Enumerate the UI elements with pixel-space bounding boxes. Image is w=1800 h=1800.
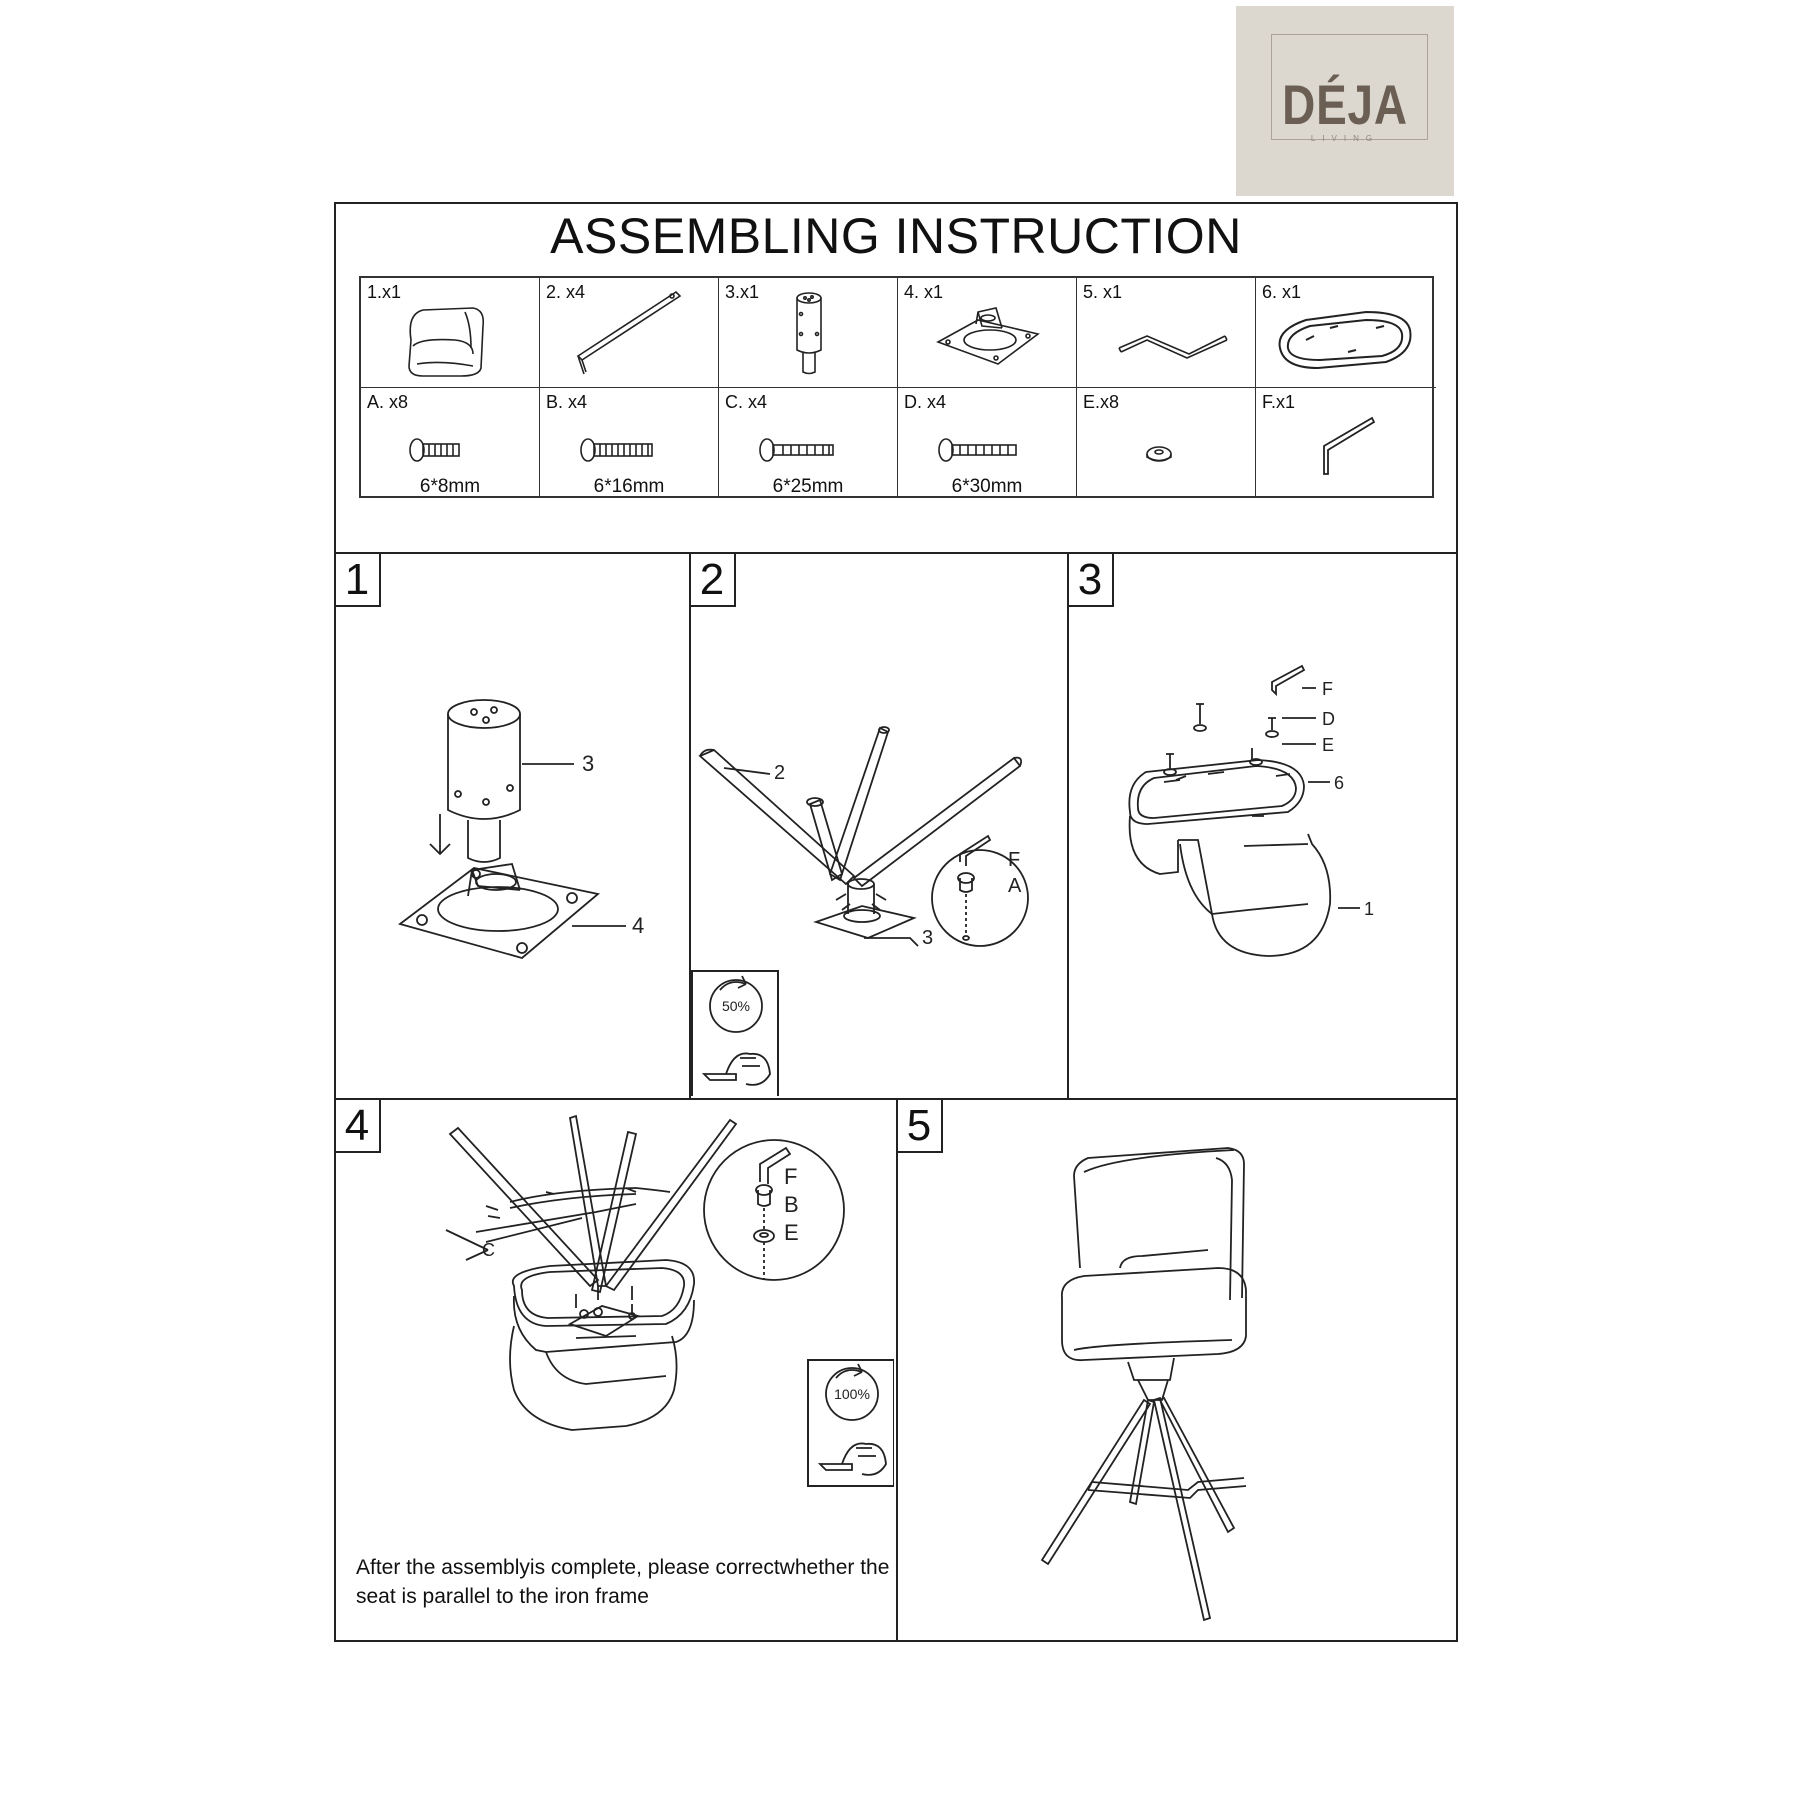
logo-subtitle: LIVING [1310,134,1380,143]
step-4-callout-f: F [784,1164,798,1189]
chair-seat-icon [361,278,540,388]
step-1-illustration [336,554,688,1096]
step-4-callout-c: C [482,1240,495,1260]
mounting-plate-icon [898,278,1077,388]
footrest-bar-icon [1077,278,1256,388]
hardware-label: E.x8 [1083,392,1120,412]
hardware-cell-d [898,388,1077,498]
step-number-1: 1 [335,553,381,607]
step-2-callout-a: A [1008,875,1022,897]
part-cell-4 [898,278,1077,388]
hardware-label: F.x1 [1262,392,1296,412]
part-cell-5 [1077,278,1256,388]
part-cell-3 [719,278,898,388]
step-number-2: 2 [690,553,736,607]
logo-brand-text: DÉJA [1282,73,1408,136]
hardware-cell-a [361,388,540,498]
hardware-size: 6*8mm [419,476,481,497]
step-5-illustration [898,1100,1456,1640]
hardware-size: 6*30mm [951,476,1023,497]
hardware-size: 6*16mm [593,476,665,497]
part-label: 6. x1 [1262,282,1302,302]
step-3-callout-6: 6 [1334,773,1345,793]
page-title: ASSEMBLING INSTRUCTION [550,208,1242,264]
part-cell-2 [540,278,719,388]
step-2-tighten-label: 50% [721,998,751,1014]
step-4-tighten-label: 100% [834,1386,870,1402]
hardware-label: A. x8 [367,392,409,412]
step-1-callout-4: 4 [632,913,645,938]
part-label: 5. x1 [1083,282,1123,302]
hardware-cell-b [540,388,719,498]
part-label: 3.x1 [725,282,760,302]
washer-icon [1077,388,1256,498]
swivel-cylinder-icon [719,278,898,388]
step-number-3: 3 [1068,553,1114,607]
step-3-callout-d: D [1322,709,1335,729]
step-3-callout-e: E [1322,735,1335,755]
step-3-callout-f: F [1322,679,1333,699]
seat-ring-frame-icon [1256,278,1436,388]
part-label: 2. x4 [546,282,586,302]
hardware-cell-e [1077,388,1256,498]
part-cell-6 [1256,278,1436,388]
step-3-illustration [1068,554,1456,1096]
hardware-size: 6*25mm [772,476,844,497]
part-cell-1 [361,278,540,388]
step-1-callout-3: 3 [582,751,595,776]
parts-table [359,276,1434,498]
step-number-5: 5 [897,1099,943,1153]
part-label: 4. x1 [904,282,944,302]
step-3-callout-1: 1 [1364,899,1375,919]
hardware-label: D. x4 [904,392,947,412]
hardware-label: C. x4 [725,392,768,412]
allen-key-icon [1256,388,1436,498]
step-2-callout-f: F [1008,849,1021,871]
step-4-callout-e: E [784,1220,799,1245]
step-2-callout-2: 2 [774,762,786,784]
leg-bar-icon [540,278,719,388]
hardware-cell-f [1256,388,1436,498]
step-4-note: After the assemblyis complete, please correctwhether the seat is parallel to the iron frame [356,1556,890,1608]
step-number-4: 4 [335,1099,381,1153]
brand-logo [1236,6,1454,196]
step-4-callout-b: B [784,1192,799,1217]
step-2-callout-3: 3 [922,927,934,949]
step-2-illustration [690,554,1066,1096]
part-label: 1.x1 [367,282,402,302]
hardware-label: B. x4 [546,392,588,412]
hardware-cell-c [719,388,898,498]
